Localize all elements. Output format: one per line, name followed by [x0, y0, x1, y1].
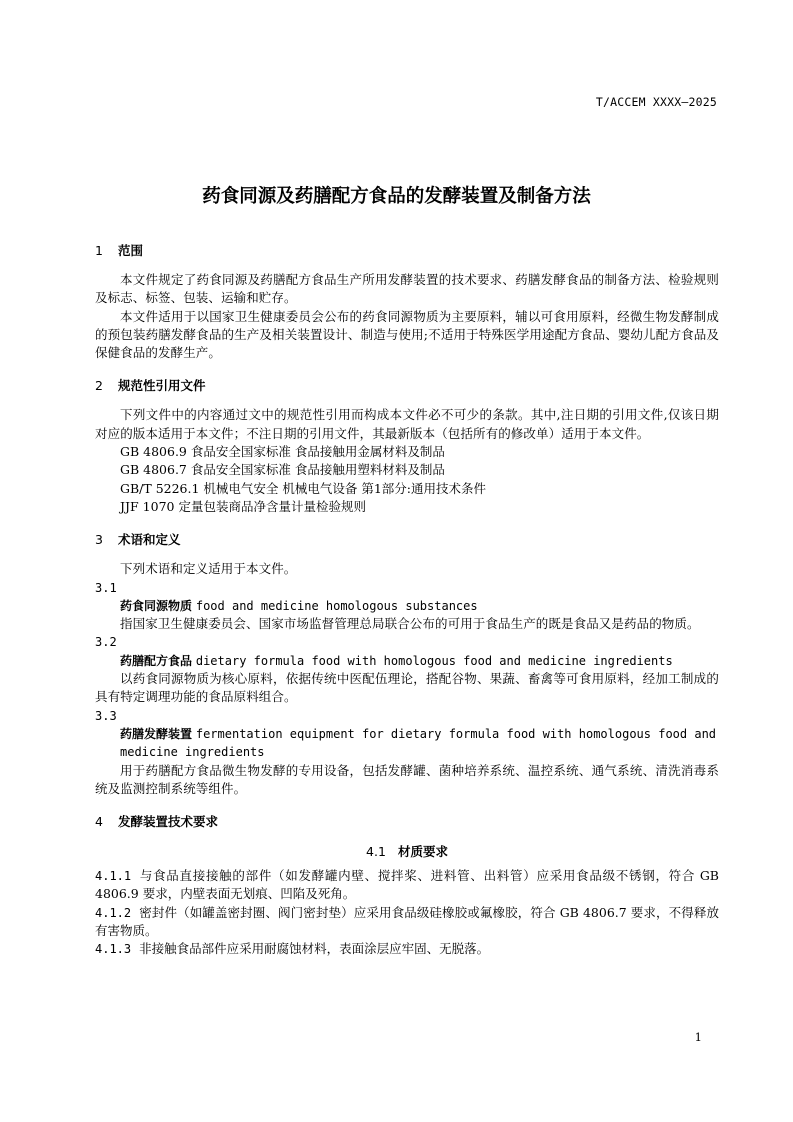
section-number: 3 — [95, 532, 103, 548]
document-body — [95, 241, 719, 959]
section-heading-normative-references — [95, 376, 719, 395]
section-number: 1 — [95, 243, 103, 258]
section-heading-scope — [95, 241, 719, 260]
section-number: 4 — [95, 814, 103, 830]
term-zh: 药膳配方食品 — [120, 653, 193, 668]
term-en: dietary formula food with homologous food and medicine ingredients — [195, 653, 673, 668]
clause-number: 4.1.1 — [95, 869, 132, 884]
section-title: 发酵装置技术要求 — [118, 814, 219, 830]
term-number: 3.3 — [95, 708, 117, 723]
subsection-heading-materials — [95, 842, 719, 861]
page-number: 1 — [694, 1030, 702, 1044]
term-heading — [95, 652, 719, 670]
subsection-number: 4.1 — [366, 844, 386, 860]
term-number: 3.1 — [95, 580, 117, 595]
term-zh: 药膳发酵装置 — [120, 726, 193, 741]
standard-code: T/ACCEM XXXX—2025 — [595, 95, 717, 109]
section-heading-terms — [95, 530, 719, 549]
document-title: 药食同源及药膳配方食品的发酵装置及制备方法 — [202, 186, 591, 207]
section-title: 规范性引用文件 — [118, 378, 206, 394]
paragraph: 下列文件中的内容通过文中的规范性引用而构成本文件必不可少的条款。其中,注日期的引用文件,仅该日期对应的版本适用于本文件；不注日期的引用文件，其最新版本（包括所有的修改单）适用于本文件。 — [95, 407, 719, 441]
section-title: 术语和定义 — [118, 532, 181, 548]
term-definition: 以药食同源物质为核心原料，依据传统中医配伍理论，搭配谷物、果蔬、畜禽等可食用原料，经加工制成的具有特定调理功能的食品原料组合。 — [95, 671, 719, 705]
reference-item: GB/T 5226.1 机械电气安全 机械电气设备 第1部分:通用技术条件 — [120, 480, 487, 496]
clause-number: 4.1.2 — [95, 905, 132, 920]
reference-item: GB 4806.9 食品安全国家标准 食品接触用金属材料及制品 — [120, 444, 445, 460]
clause-text: 密封件（如罐盖密封圈、阀门密封垫）应采用食品级硅橡胶或氟橡胶，符合 GB 4806.7 要求，不得释放有害物质。 — [95, 904, 719, 939]
term-en: food and medicine homologous substances — [195, 598, 478, 613]
term-zh: 药食同源物质 — [120, 598, 193, 613]
reference-item: GB 4806.7 食品安全国家标准 食品接触用塑料材料及制品 — [120, 462, 445, 478]
term-en: fermentation equipment for dietary formula food with homologous food and medicine ingredients — [120, 726, 717, 760]
clause-item — [95, 904, 719, 941]
term-heading — [95, 597, 719, 615]
clause-item — [95, 867, 719, 904]
reference-item: JJF 1070 定量包装商品净含量计量检验规则 — [120, 498, 366, 514]
paragraph: 下列术语和定义适用于本文件。 — [120, 561, 297, 577]
subsection-title: 材质要求 — [397, 844, 448, 860]
section-title: 范围 — [118, 243, 144, 258]
term-definition: 用于药膳配方食品微生物发酵的专用设备，包括发酵罐、菌种培养系统、温控系统、通气系统、清洗消毒系统及监测控制系统等组件。 — [95, 762, 719, 796]
term-number: 3.2 — [95, 635, 117, 650]
clause-text: 与食品直接接触的部件（如发酵罐内壁、搅拌桨、进料管、出料管）应采用食品级不锈钢，符合 GB 4806.9 要求，内壁表面无划痕、凹陷及死角。 — [95, 868, 719, 902]
clause-item — [95, 940, 719, 958]
term-definition: 指国家卫生健康委员会、国家市场监督管理总局联合公布的可用于食品生产的既是食品又是药品的物质。 — [120, 616, 700, 632]
section-number: 2 — [95, 378, 103, 394]
term-heading — [95, 725, 719, 762]
section-heading-equipment-requirements — [95, 812, 719, 831]
paragraph: 本文件规定了药食同源及药膳配方食品生产所用发酵装置的技术要求、药膳发酵食品的制备方法、检验规则及标志、标签、包装、运输和贮存。 — [95, 272, 719, 306]
paragraph: 本文件适用于以国家卫生健康委员会公布的药食同源物质为主要原料，辅以可食用原料，经微生物发酵制成的预包装药膳发酵食品的生产及相关装置设计、制造与使用;不适用于特殊医学用途配方食品、婴幼儿配方食品及保健食品的发酵生产。 — [95, 308, 719, 361]
clause-text: 非接触食品部件应采用耐腐蚀材料，表面涂层应牢固、无脱落。 — [139, 941, 490, 957]
clause-number: 4.1.3 — [95, 942, 132, 957]
